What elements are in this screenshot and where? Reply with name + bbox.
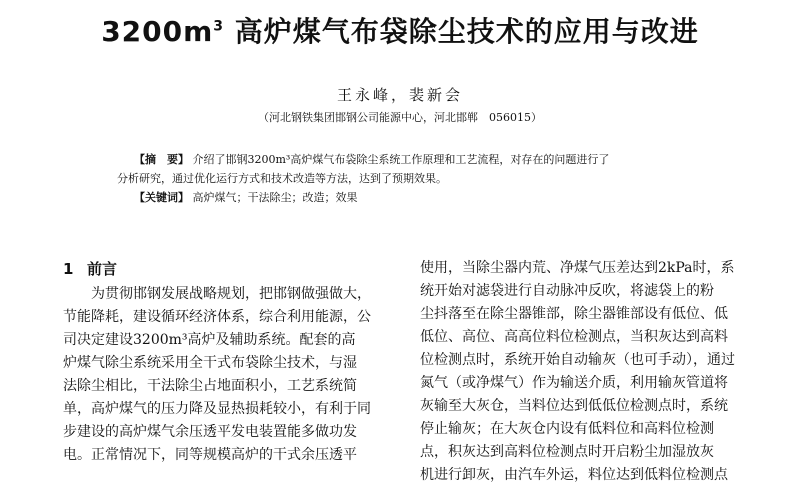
title-superscript: 3 <box>213 18 225 35</box>
abstract-label: 【摘 要】 <box>134 153 189 166</box>
body-line: 统开始对滤袋进行自动脉冲反吹，将滤袋上的粉 <box>420 283 714 299</box>
keywords-label: 【关键词】 <box>134 191 189 204</box>
body-line: 炉煤气除尘系统采用全干式布袋除尘技术，与湿 <box>63 355 357 371</box>
title-main: 高炉煤气布袋除尘技术的应用与改进 <box>224 15 699 48</box>
section-title: 前言 <box>87 260 118 278</box>
body-line: 司决定建设3200m³高炉及辅助系统。配套的高 <box>63 332 356 348</box>
body-line: 为贯彻邯钢发展战略规划，把邯钢做强做大， <box>91 286 371 302</box>
body-line: 步建设的高炉煤气余压透平发电装置能多做功发 <box>63 424 357 440</box>
paper-title <box>0 10 800 50</box>
body-line: 单，高炉煤气的压力降及显热损耗较小，有利于同 <box>63 401 371 417</box>
affiliation: （河北钢铁集团邯钢公司能源中心，河北邯郸 056015） <box>258 111 542 124</box>
abstract-line-1 <box>117 150 702 169</box>
body-line: 使用，当除尘器内荒、净煤气压差达到2kPa时，系 <box>420 260 735 276</box>
body-line: 电。正常情况下，同等规模高炉的干式余压透平 <box>63 447 357 463</box>
body-line: 低位、高位、高高位料位检测点，当积灰达到高料 <box>420 329 728 345</box>
body-line: 节能降耗，建设循环经济体系，综合利用能源，公 <box>63 309 371 325</box>
body-line: 尘抖落至在除尘器锥部，除尘器锥部设有低位、低 <box>420 306 728 322</box>
body-line: 灰输至大灰仓，当料位达到低低位检测点时，系统 <box>420 398 728 414</box>
abstract-text-2: 分析研究，通过优化运行方式和技术改造等方法，达到了预期效果。 <box>117 172 447 185</box>
abstract-block <box>117 150 702 207</box>
section-heading <box>63 258 393 281</box>
body-line: 位检测点时，系统开始自动输灰（也可手动），通过 <box>420 352 735 368</box>
body-line: 停止输灰；在大灰仓内设有低料位和高料位检测 <box>420 421 714 437</box>
right-column <box>420 257 740 487</box>
left-column <box>63 258 393 467</box>
keywords: 高炉煤气；干法除尘；改造；效果 <box>192 191 358 204</box>
body-line: 法除尘相比，干法除尘占地面积小，工艺系统简 <box>63 378 357 394</box>
body-line: 氮气（或净煤气）作为输送介质，利用输灰管道将 <box>420 375 728 391</box>
abstract-text-1: 介绍了邯钢3200m³高炉煤气布袋除尘系统工作原理和工艺流程，对存在的问题进行了 <box>192 153 610 166</box>
keywords-line <box>117 188 702 207</box>
section-number: 1 <box>63 260 74 278</box>
authors: 王永峰，裴新会 <box>336 86 463 104</box>
body-line: 点，积灰达到高料位检测点时开启粉尘加湿放灰 <box>420 444 714 460</box>
body-line: 机进行卸灰，由汽车外运，料位达到低料位检测点 <box>420 467 728 483</box>
title-prefix: 3200m <box>101 15 214 48</box>
